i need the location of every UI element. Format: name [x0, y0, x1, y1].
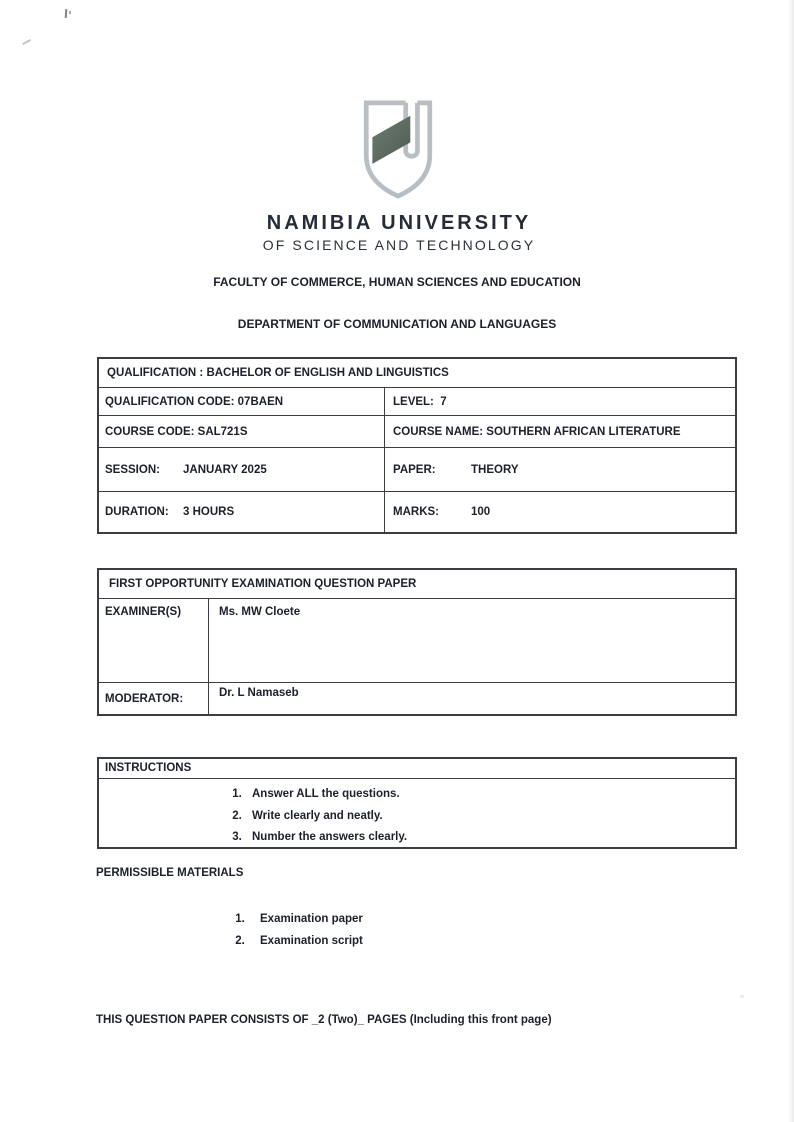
session-label: SESSION:	[105, 463, 160, 476]
instruction-item: 1. Answer ALL the questions.	[245, 784, 735, 806]
qualification-cell: QUALIFICATION : BACHELOR OF ENGLISH AND LINGUISTICS	[107, 367, 449, 379]
instruction-item: 2. Write clearly and neatly.	[245, 806, 735, 828]
shield-icon	[340, 86, 456, 214]
university-name: NAMIBIA UNIVERSITY	[266, 212, 532, 234]
instruction-item: 3. Number the answers clearly.	[245, 827, 735, 849]
duration-label: DURATION:	[105, 506, 169, 518]
moderator-value-cell: Dr. L Namaseb	[219, 687, 299, 699]
instructions-table	[97, 757, 737, 849]
scan-artifact	[22, 39, 31, 45]
paper-label: PAPER:	[393, 463, 436, 476]
session-cell	[99, 448, 385, 491]
scan-artifact	[740, 995, 744, 998]
marks-cell	[385, 492, 735, 532]
table-row	[99, 570, 735, 598]
nust-logo	[340, 86, 456, 214]
page-count-note: THIS QUESTION PAPER CONSISTS OF _2 (Two)_ PAGES (Including this front page)	[96, 1014, 552, 1026]
marks-label: MARKS:	[393, 506, 439, 518]
duration-cell	[99, 492, 385, 532]
table-row	[99, 491, 735, 532]
table-row	[99, 415, 735, 447]
examiner-label-cell: EXAMINER(S)	[99, 599, 209, 682]
emblem-parallelogram-icon	[372, 116, 410, 164]
qualification-code-cell: QUALIFICATION CODE: 07BAEN	[99, 388, 385, 415]
table-row	[99, 682, 735, 714]
table-row	[99, 447, 735, 491]
material-item: 2. Examination script	[248, 930, 363, 952]
table-row	[99, 359, 735, 387]
level-cell: LEVEL: 7	[393, 395, 447, 408]
examiner-value-cell: Ms. MW Cloete	[219, 606, 301, 618]
course-name-cell: COURSE NAME: SOUTHERN AFRICAN LITERATURE	[393, 425, 681, 438]
materials-title: PERMISSIBLE MATERIALS	[96, 867, 244, 879]
course-info-table	[97, 357, 737, 534]
department-title: DEPARTMENT OF COMMUNICATION AND LANGUAGES	[237, 317, 557, 331]
scan-artifact	[69, 11, 71, 14]
scan-edge-shadow	[788, 0, 794, 1122]
instructions-body	[99, 778, 735, 847]
exam-paper-title-cell: FIRST OPPORTUNITY EXAMINATION QUESTION PAPER	[109, 578, 417, 590]
materials-list	[96, 908, 363, 952]
duration-value: 3 HOURS	[183, 506, 235, 518]
scan-artifact	[65, 9, 68, 18]
instructions-title-cell: INSTRUCTIONS	[105, 762, 192, 774]
table-row	[99, 598, 735, 682]
session-value: JANUARY 2025	[183, 463, 267, 476]
material-item: 1. Examination paper	[248, 908, 363, 930]
course-code-cell: COURSE CODE: SAL721S	[99, 416, 385, 447]
moderator-label-cell: MODERATOR:	[99, 683, 209, 714]
examiner-table	[97, 568, 737, 716]
table-row	[99, 387, 735, 415]
paper-value: THEORY	[471, 463, 519, 476]
table-row	[99, 759, 735, 778]
faculty-title: FACULTY OF COMMERCE, HUMAN SCIENCES AND EDUCATION	[213, 275, 581, 289]
paper-cell	[385, 448, 735, 491]
marks-value: 100	[471, 506, 491, 518]
instructions-list	[99, 784, 735, 849]
university-tagline: OF SCIENCE AND TECHNOLOGY	[262, 237, 536, 253]
